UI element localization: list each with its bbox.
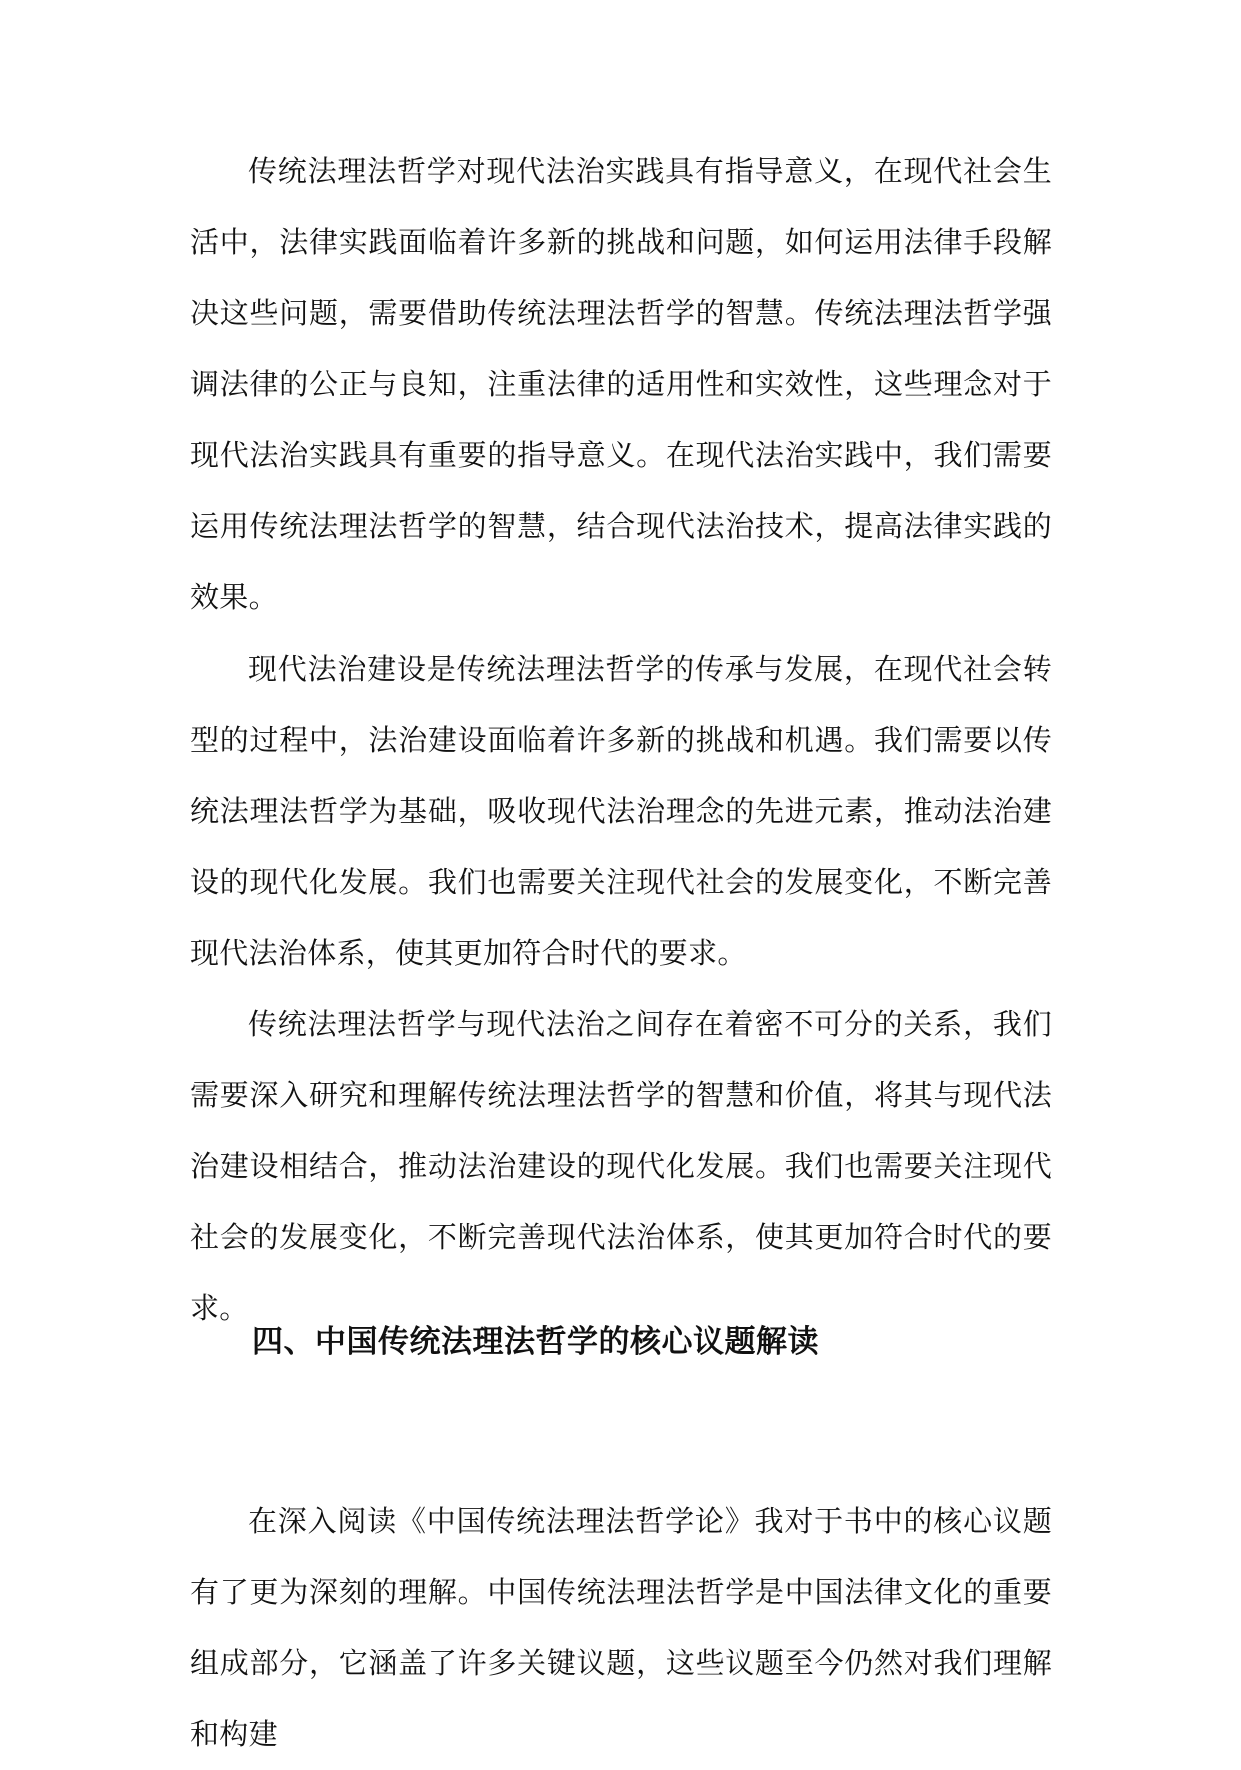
section-heading: 四、中国传统法理法哲学的核心议题解读 — [252, 1324, 819, 1360]
body-paragraph-1: 传统法理法哲学对现代法治实践具有指导意义，在现代社会生活中，法律实践面临着许多新的挑战和问题，如何运用法律手段解决这些问题，需要借助传统法理法哲学的智慧。传统法理法哲学强调法律的公正与良知，注重法律的适用性和实效性，这些理念对于现代法治实践具有重要的指导意义。在现代法治实践中，我们需要运用传统法理法哲学的智慧，结合现代法治技术，提高法律实践的效果。 — [190, 154, 1052, 614]
body-paragraph-3: 传统法理法哲学与现代法治之间存在着密不可分的关系，我们需要深入研究和理解传统法理法哲学的智慧和价值，将其与现代法治建设相结合，推动法治建设的现代化发展。我们也需要关注现代社会的发展变化，不断完善现代法治体系，使其更加符合时代的要求。 — [190, 1007, 1052, 1325]
body-paragraph-2: 现代法治建设是传统法理法哲学的传承与发展，在现代社会转型的过程中，法治建设面临着许多新的挑战和机遇。我们需要以传统法理法哲学为基础，吸收现代法治理念的先进元素，推动法治建设的现代化发展。我们也需要关注现代社会的发展变化，不断完善现代法治体系，使其更加符合时代的要求。 — [190, 652, 1052, 970]
section-paragraph: 在深入阅读《中国传统法理法哲学论》我对于书中的核心议题有了更为深刻的理解。中国传统法理法哲学是中国法律文化的重要组成部分，它涵盖了许多关键议题，这些议题至今仍然对我们理解和构建 — [190, 1504, 1052, 1751]
